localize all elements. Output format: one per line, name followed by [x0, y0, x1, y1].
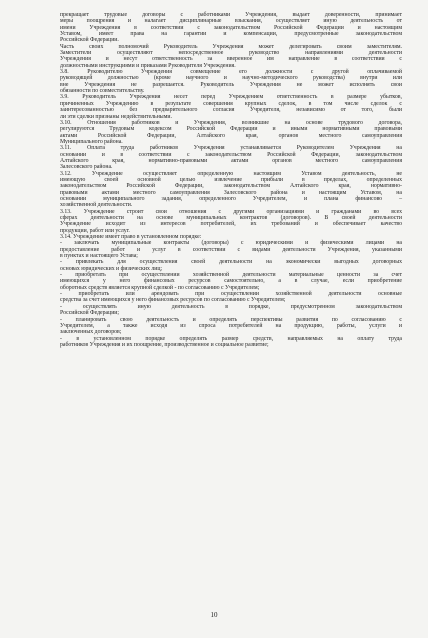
text-line: 3.14. Учреждение имеет право в установленном порядке: — [60, 234, 202, 241]
text-line: хозяйственной деятельности. — [60, 202, 133, 209]
text-line: имеющую своей основной целью извлечение прибыли в пределах, определенных — [60, 176, 402, 183]
text-line: Уставом, имеет права на гарантии и компенсации, предусмотренные законодательством — [60, 31, 402, 38]
text-line: 3.10. Отношения работников и Учреждения, возникшие на основе трудового договора, — [60, 119, 402, 126]
text-line: имеющихся у него финансовых ресурсов самостоятельно, а в случае, если приобретение — [60, 278, 402, 285]
text-line: - приобретать или арендовать при осуществлении хозяйственной деятельности основные — [60, 291, 402, 298]
text-line: Залесовского района. — [60, 164, 113, 171]
text-line: - заключать муниципальные контракты (договоры) с юридическими и физическими лицами на — [60, 240, 402, 247]
text-line: продукции, работ или услуг. — [60, 227, 130, 234]
text-line: Учреждения и несут ответственность за вверенное им направление в соответствии с — [60, 56, 402, 63]
body-text — [60, 12, 402, 348]
page-number: 10 — [210, 611, 218, 619]
text-line: меры поощрения и налагает дисциплинарные взыскания, осуществляет иную деятельность от — [60, 18, 402, 25]
text-line: прекращает трудовые договоры с работниками Учреждения, выдает доверенности, принимает — [60, 12, 402, 18]
text-line: сферах деятельности на основе муниципальных контрактов (договоров). В своей деятельности — [60, 215, 402, 221]
text-line: Российской Федерации; — [60, 310, 120, 317]
text-line: 3.9. Руководитель Учреждения несет перед Учреждением ответственность в размере убытков, — [60, 94, 402, 101]
text-line: Муниципального района. — [60, 138, 123, 145]
text-line: средства за счет имеющихся у него финансовых ресурсов по согласованию с Учредителем; — [60, 297, 286, 304]
text-line: 3.13. Учреждение строит свои отношения с другими организациями и гражданами во всех — [60, 208, 402, 215]
text-line: - приобретать при осуществлении хозяйственной деятельности материальные ценности за счет — [60, 272, 402, 279]
text-line: 3.8. Руководителю Учреждения совмещение его должности с другой оплачиваемой — [60, 69, 402, 76]
text-line: законодательством Российской Федерации, законодательством Алтайского края, нормативно- — [60, 183, 402, 190]
text-line: основании и в соответствии с законодательством Российской Федерации, законодательством — [60, 151, 402, 158]
text-line: имени Учреждения в соответствии с законодательством Российской Федерации и настоящим — [60, 24, 402, 31]
text-line: - осуществлять иную деятельность в порядке, предусмотренном законодательством — [60, 303, 402, 310]
text-line: Часть своих полномочий Руководитель Учреждения может делегировать своим заместителям. — [60, 43, 402, 50]
text-line: Российской Федерации. — [60, 37, 119, 44]
text-line: - планировать свою деятельность и определять перспективы развития по согласованию с — [60, 316, 402, 323]
text-line: Заместители осуществляют непосредственное руководство направлениями деятельности — [60, 50, 402, 57]
text-line: основании муниципального задания, определенного Учредителем, и плана финансово – — [60, 195, 402, 202]
text-line: предоставление работ и услуг в соответствии с видами деятельности Учреждения, указанными — [60, 246, 402, 253]
text-line: Учреждение исходит из интересов потребителей, их требований и обеспечивает качество — [60, 221, 402, 228]
text-line: Алтайского края, нормативно-правовыми актами органов местного самоуправления — [60, 157, 402, 164]
text-line: основах юридических и физических лиц; — [60, 265, 163, 272]
text-line: Учредителем, а также исходя из спроса потребителей на продукцию, работы, услуги и — [60, 322, 402, 329]
text-line: 3.12. Учреждение осуществляет определенную настоящим Уставом деятельность, не — [60, 170, 402, 177]
text-line: в пунктах и настоящего Устава; — [60, 253, 138, 260]
text-line: оборотных средств является крупной сделкой - по согласованию с Учредителем; — [60, 284, 260, 291]
text-line: ли эти сделки признаны недействительными. — [60, 113, 172, 120]
text-line: вне Учреждения не разрешается. Руководитель Учреждения не может исполнять свои — [60, 81, 402, 88]
text-line: руководящей должностью (кроме научного и научно-методического руководства) внутри или — [60, 75, 402, 82]
text-line: заинтересованностью без предварительного согласия Учредителя, независимо от того, были — [60, 107, 402, 114]
text-line: обязанности по совместительству. — [60, 88, 145, 95]
text-line: - в установленном порядке определять размер средств, направляемых на оплату труда — [60, 335, 402, 342]
text-line: - привлекать для осуществления своей деятельности на экономически выгодных договорных — [60, 259, 402, 266]
text-line: регулируются Трудовым кодексом Российской Федерации и иными нормативными правовыми — [60, 126, 402, 133]
text-line: правовыми актами местного самоуправления Залесовского района и настоящим Уставом, на — [60, 189, 402, 196]
text-line: причиненных Учреждению в результате совершения крупных сделок, в том числе сделок с — [60, 100, 402, 107]
text-line: заключенных договоров; — [60, 329, 122, 336]
text-line: должностными инструкциями и приказами Руководителя Учреждения. — [60, 62, 236, 69]
text-line: 3.11. Оплата труда работников Учреждения устанавливается Руководителем Учреждения на — [60, 145, 402, 152]
text-line: работников Учреждения и их поощрение, производственное и социальное развитие; — [60, 341, 269, 348]
text-line: актами Российской Федерации, Алтайского края, органов местного самоуправления — [60, 132, 402, 139]
